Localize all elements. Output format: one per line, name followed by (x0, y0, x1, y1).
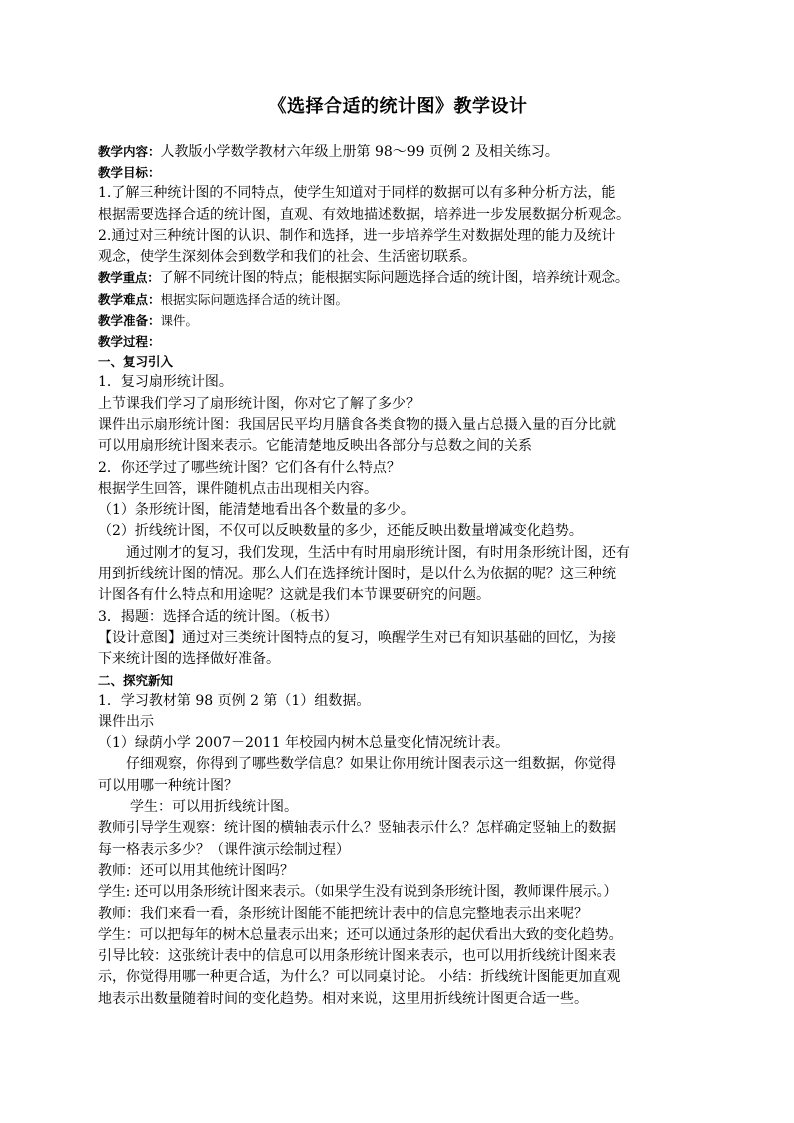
section-2-heading: 二、探究新知 (98, 672, 174, 688)
section-1-heading: 一、复习引入 (98, 354, 174, 370)
section-1-line: （2）折线统计图，不仅可以反映数量的多少，还能反映出数量增减变化趋势。 (98, 523, 583, 540)
process-label: 教学过程： (98, 334, 161, 350)
goals-label: 教学目标： (98, 165, 161, 181)
section-1-line: 计图各有什么特点和用途呢？这就是我们本节课要研究的问题。 (98, 587, 490, 604)
section-2-line: （1）绿荫小学 2007－2011 年校园内树木总量变化情况统计表。 (98, 735, 510, 752)
section-1-line: 通过刚才的复习，我们发现，生活中有时用扇形统计图，有时用条形统计图，还有 (126, 544, 630, 561)
key-point-row (98, 268, 698, 289)
goal-2-line-2: 观念，使学生深刻体会到数学和我们的社会、生活密切联系。 (98, 249, 476, 266)
design-intent-line: 下来统计图的选择做好准备。 (98, 651, 280, 668)
section-1-line: 可以用扇形统计图来表示。它能清楚地反映出各部分与总数之间的关系 (98, 438, 532, 455)
goal-1-line-1: 1.了解三种统计图的不同特点，使学生知道对于同样的数据可以有多种分析方法，能 (98, 185, 616, 202)
section-2-line: 教师：我们来看一看，条形统计图能不能把统计表中的信息完整地表示出来呢？ (98, 905, 588, 922)
section-2-line: 学生: 还可以用条形统计图来表示。（如果学生没有说到条形统计图，教师课件展示。） (98, 884, 618, 901)
goal-2-line-1: 2.通过对三种统计图的认识、制作和选择，进一步培养学生对数据处理的能力及统计 (98, 227, 616, 244)
section-2-line: 可以用哪一种统计图？ (98, 777, 238, 794)
preparation-label: 教学准备： (98, 313, 161, 329)
preparation-row (98, 311, 698, 332)
key-point-text: 了解不同统计图的特点；能根据实际问题选择合适的统计图，培养统计观念。 (159, 270, 629, 287)
document-page (98, 92, 698, 1010)
section-2-line: 示，你觉得用哪一种更合适，为什么？可以同桌讨论。 小结：折线统计图能更加直观 (98, 969, 621, 986)
section-2-line: 每一格表示多少？（课件演示绘制过程） (98, 841, 350, 858)
section-2-line: 仔细观察，你得到了哪些数学信息？如果让你用统计图表示这一组数据，你觉得 (126, 756, 616, 773)
difficulty-row (98, 290, 698, 311)
section-2-line: 引导比较：这张统计表中的信息可以用条形统计图来表示，也可以用折线统计图来表 (98, 948, 616, 965)
section-2-line: 学生：可以用折线统计图。 (130, 799, 298, 816)
section-1-line: 根据学生回答，课件随机点击出现相关内容。 (98, 480, 378, 497)
goal-1-line-2: 根据需要选择合适的统计图，直观、有效地描述数据，培养进一步发展数据分析观念。 (98, 206, 630, 223)
preparation-text: 课件。 (160, 313, 199, 329)
section-1-line: （1）条形统计图，能清楚地看出各个数量的多少。 (98, 502, 415, 519)
section-1-line: 1．复习扇形统计图。 (98, 374, 233, 391)
design-intent-line: 【设计意图】通过对三类统计图特点的复习，唤醒学生对已有知识基础的回忆，为接 (98, 629, 616, 646)
difficulty-label: 教学难点： (98, 291, 161, 307)
section-1-line: 3．揭题：选择合适的统计图。（板书） (98, 608, 338, 625)
section-2-line: 地表示出数量随着时间的变化趋势。相对来说，这里用折线统计图更合适一些。 (98, 990, 588, 1007)
section-1-line: 用到折线统计图的情况。那么人们在选择统计图时，是以什么为依据的呢？这三种统 (98, 566, 616, 583)
key-point-label: 教学重点： (98, 270, 160, 286)
content-row (98, 142, 698, 163)
section-2-line: 学生：可以把每年的树木总量表示出来；还可以通过条形的起伏看出大致的变化趋势。 (98, 926, 623, 943)
section-1-line: 2．你还学过了哪些统计图？它们各有什么特点？ (98, 459, 401, 476)
section-2-line: 教师引导学生观察：统计图的横轴表示什么？竖轴表示什么？怎样确定竖轴上的数据 (98, 820, 616, 837)
content-text: 人教版小学数学教材六年级上册第 98～99 页例 2 及相关练习。 (160, 144, 559, 160)
content-label: 教学内容： (98, 144, 161, 159)
section-1-line: 课件出示扇形统计图：我国居民平均月膳食各类食物的摄入量占总摄入量的百分比就 (98, 416, 616, 433)
section-2-line: 1．学习教材第 98 页例 2 第（1）组数据。 (98, 692, 371, 709)
document-title: 《选择合适的统计图》教学设计 (268, 96, 528, 117)
section-2-line: 教师：还可以用其他统计图吗？ (98, 862, 294, 879)
difficulty-text: 根据实际问题选择合适的统计图。 (160, 291, 349, 307)
section-1-line: 上节课我们学习了扇形统计图，你对它了解了多少？ (98, 395, 420, 412)
section-2-line: 课件出示 (98, 713, 154, 730)
